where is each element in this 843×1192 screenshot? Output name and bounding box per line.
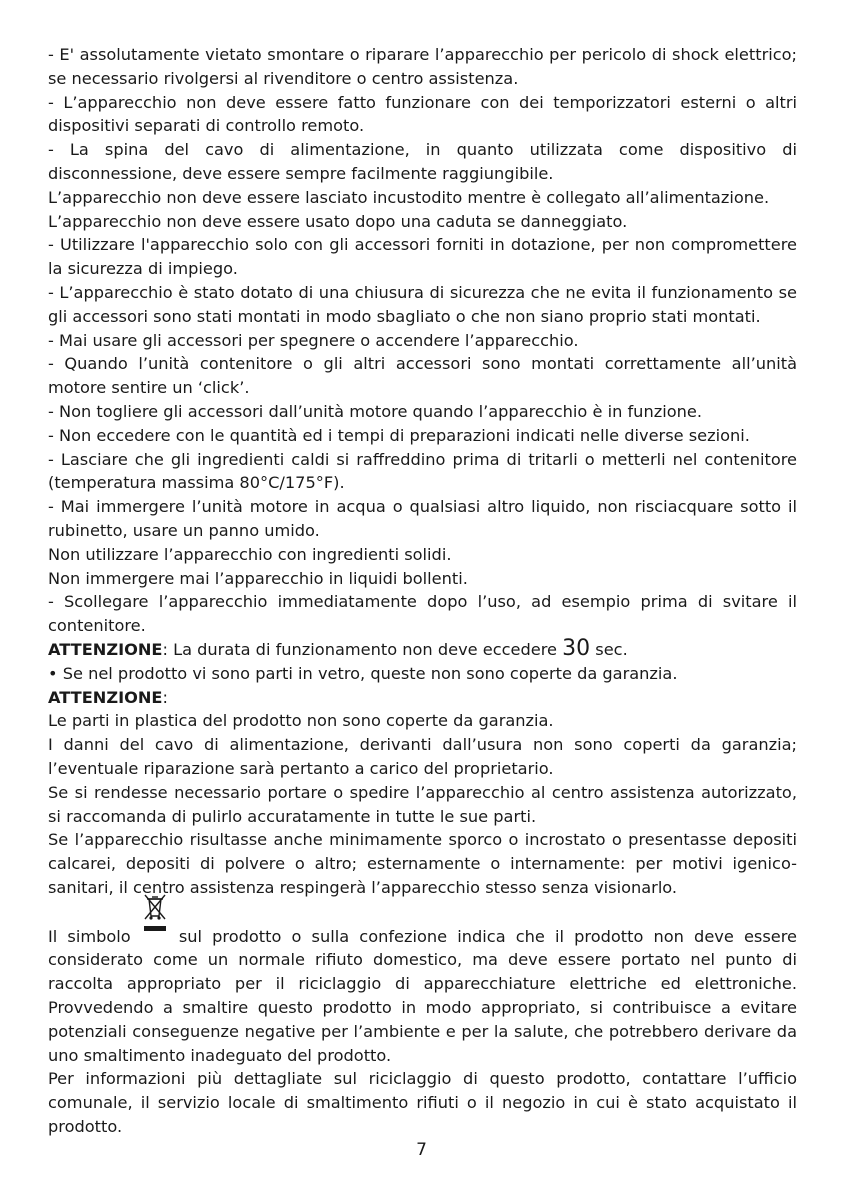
paragraph: Non utilizzare l’apparecchio con ingredienti solidi. [48,544,452,564]
page-number: 7 [416,1140,427,1160]
paragraph: - L’apparecchio non deve essere fatto funzionare con dei temporizzatori esterni o altri dispositivi separati di controllo remoto. [48,92,797,136]
paragraph: Se l’apparecchio risultasse anche minimamente sporco o incrostato o presentasse depositi calcarei, depositi di polvere o altro; esternamente o internamente: per motivi igenico-sanitari, il centro assistenza respingerà l’apparecchio stesso senza visionarlo. [48,830,797,897]
attention-label: ATTENZIONE [48,687,163,707]
paragraph: - E' assolutamente vietato smontare o riparare l’apparecchio per pericolo di shock elettrico; se necessario rivolgersi al rivenditore o centro assistenza. [48,45,797,88]
attention-text: : La durata di funzionamento non deve eccedere [162,639,563,659]
attention-colon: : [162,687,168,707]
attention-unit: sec. [590,639,628,659]
weee-intro: Il simbolo [48,926,131,946]
paragraph: - Mai usare gli accessori per spegnere o accendere l’apparecchio. [48,330,579,350]
attention-warranty [48,686,797,710]
page-body [48,43,797,1139]
paragraph: - Non eccedere con le quantità ed i tempi di preparazioni indicati nelle diverse sezioni. [48,425,750,445]
paragraph: I danni del cavo di alimentazione, derivanti dall’usura non sono coperti da garanzia; l’eventuale riparazione sarà pertanto a carico del proprietario. [48,735,797,778]
paragraph: Le parti in plastica del prodotto non sono coperte da garanzia. [48,711,554,731]
attention-duration [48,635,797,662]
crossed-out-wheeled-bin-icon [141,924,167,944]
weee-text: sul prodotto o sulla confezione indica che il prodotto non deve essere considerato come un normale rifiuto domestico, ma deve essere portato nel punto di raccolta appropriato per il riciclaggio di apparecchiature elettriche ed elettroniche. Provvedendo a smaltire questo prodotto in modo appropriato, si contribuisce a evitare potenziali conseguenze negative per l’ambiente e per la salute, che potrebbero derivare da uno smaltimento inadeguato del prodotto. [48,926,797,1065]
paragraph: - Mai immergere l’unità motore in acqua o qualsiasi altro liquido, non risciacquare sotto il rubinetto, usare un panno umido. [48,497,797,540]
paragraph: - Non togliere gli accessori dall’unità motore quando l’apparecchio è in funzione. [48,401,702,421]
paragraph: L’apparecchio non deve essere usato dopo una caduta se danneggiato. [48,211,628,231]
attention-seconds: 30 [562,635,591,661]
weee-paragraph [48,924,797,1068]
paragraph: - Quando l’unità contenitore o gli altri accessori sono montati correttamente all’unità motore sentire un ‘click’. [48,354,797,398]
paragraph: Non immergere mai l’apparecchio in liquidi bollenti. [48,568,468,588]
paragraph: - La spina del cavo di alimentazione, in quanto utilizzata come dispositivo di disconnessione, deve essere sempre facilmente raggiungibile. [48,140,797,183]
attention-label: ATTENZIONE [48,639,163,659]
recycling-info: Per informazioni più dettagliate sul riciclaggio di questo prodotto, contattare l’ufficio comunale, il servizio locale di smaltimento rifiuti o il negozio in cui è stato acquistato il prodotto. [48,1069,797,1137]
paragraph: Se si rendesse necessario portare o spedire l’apparecchio al centro assistenza autorizzato, si raccomanda di pulirlo accuratamente in tutte le sue parti. [48,782,797,826]
paragraph: - Lasciare che gli ingredienti caldi si raffreddino prima di tritarli o metterli nel contenitore (temperatura massima 80°C/175°F). [48,449,797,493]
glass-note: • Se nel prodotto vi sono parti in vetro, queste non sono coperte da garanzia. [48,663,678,683]
paragraph: L’apparecchio non deve essere lasciato incustodito mentre è collegato all’alimentazione. [48,187,770,207]
paragraph: - L’apparecchio è stato dotato di una chiusura di sicurezza che ne evita il funzionamento se gli accessori sono stati montati in modo sbagliato o che non siano proprio stati montati. [48,282,797,326]
paragraph: - Scollegare l’apparecchio immediatamente dopo l’uso, ad esempio prima di svitare il contenitore. [48,592,797,636]
paragraph: - Utilizzare l'apparecchio solo con gli accessori forniti in dotazione, per non compromettere la sicurezza di impiego. [48,235,797,279]
